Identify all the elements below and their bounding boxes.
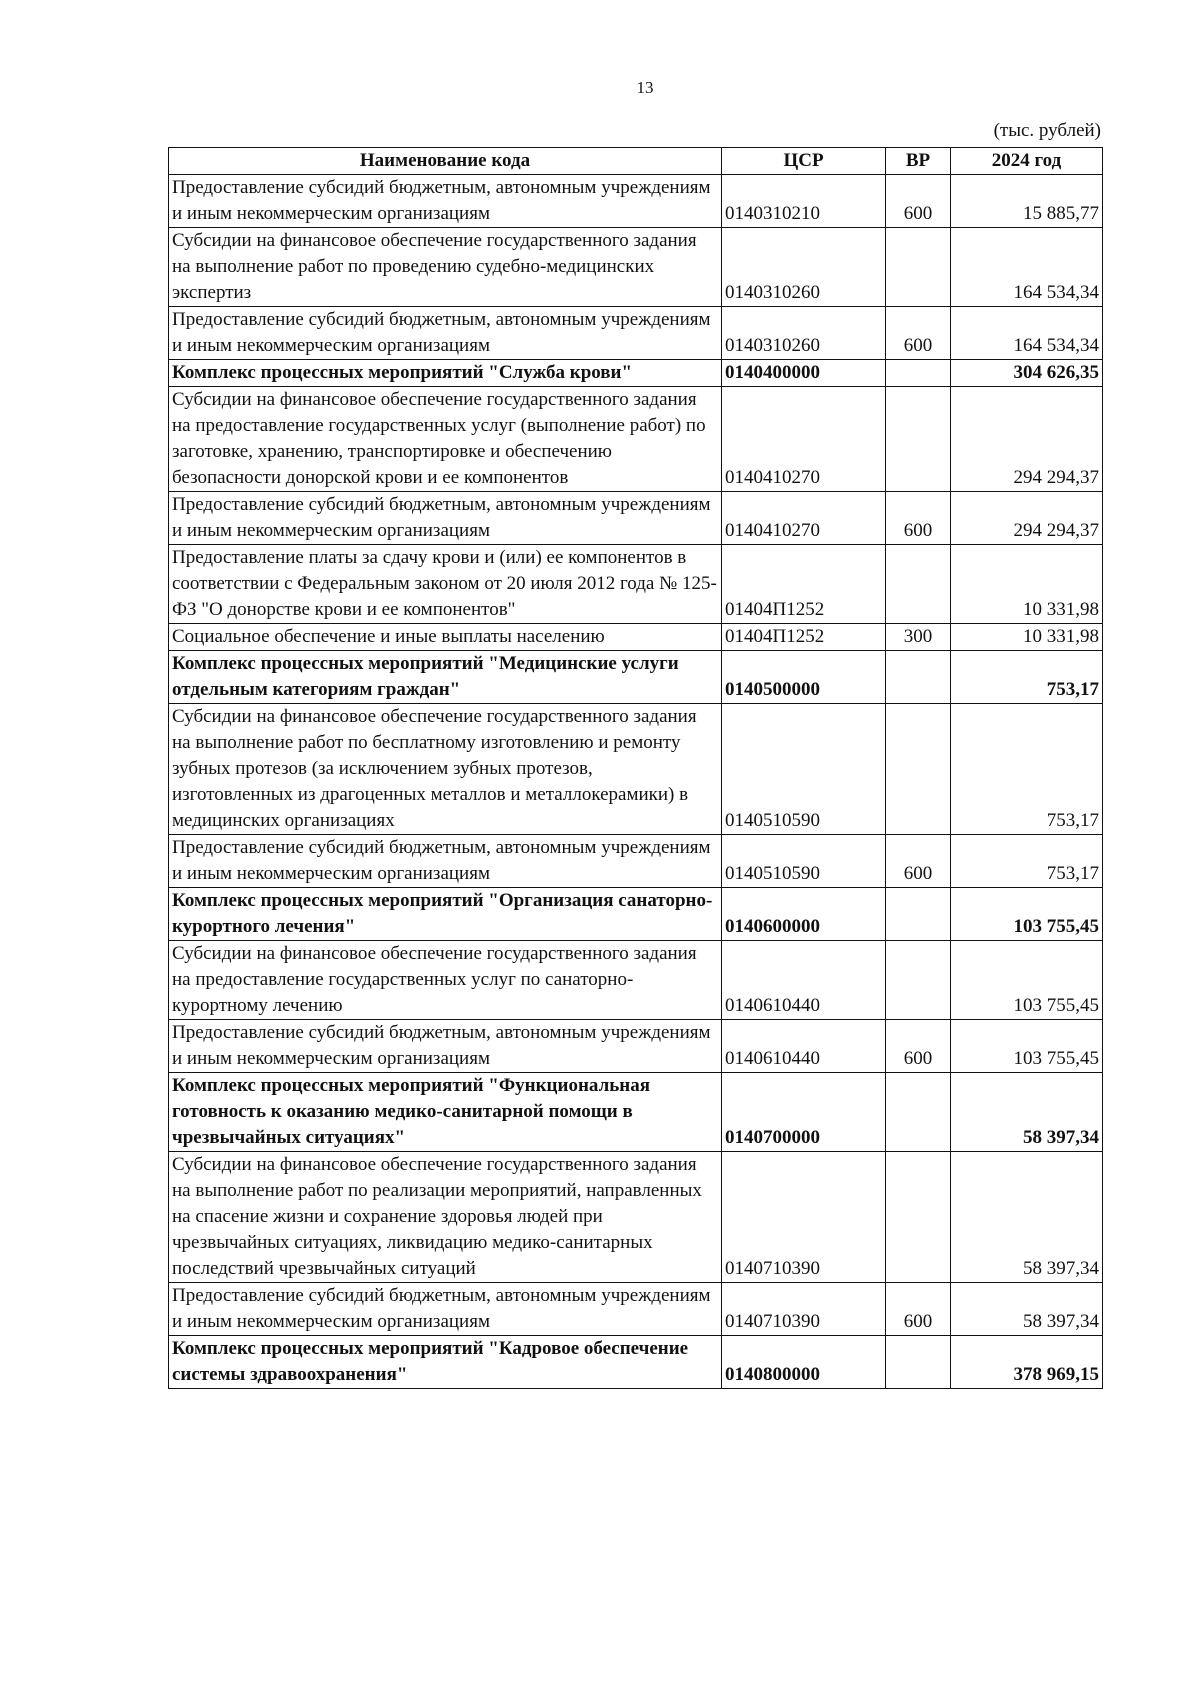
table-row: [169, 492, 1103, 545]
table-row: [169, 228, 1103, 307]
cell-vr: [886, 228, 951, 307]
table-row: [169, 360, 1103, 387]
table-row: [169, 387, 1103, 492]
column-header-csr: ЦСР: [722, 148, 886, 175]
cell-sum: 753,17: [951, 704, 1103, 835]
cell-name: Предоставление субсидий бюджетным, автономным учреждениям и иным некоммерческим организациям: [169, 492, 722, 545]
cell-name: Комплекс процессных мероприятий "Кадровое обеспечение системы здравоохранения": [169, 1336, 722, 1389]
cell-name: Социальное обеспечение и иные выплаты населению: [169, 624, 722, 651]
cell-sum: 294 294,37: [951, 387, 1103, 492]
cell-vr: 600: [886, 835, 951, 888]
cell-csr: 0140800000: [722, 1336, 886, 1389]
cell-csr: 0140600000: [722, 888, 886, 941]
cell-csr: 0140310210: [722, 175, 886, 228]
cell-vr: [886, 941, 951, 1020]
cell-name: Предоставление субсидий бюджетным, автономным учреждениям и иным некоммерческим организациям: [169, 1283, 722, 1336]
table-row: [169, 1152, 1103, 1283]
table-row: [169, 307, 1103, 360]
cell-name: Предоставление платы за сдачу крови и (или) ее компонентов в соответствии с Федеральным законом от 20 июля 2012 года № 125-ФЗ "О донорстве крови и ее компонентов": [169, 545, 722, 624]
cell-csr: 0140500000: [722, 651, 886, 704]
cell-sum: 103 755,45: [951, 1020, 1103, 1073]
cell-csr: 0140510590: [722, 704, 886, 835]
column-header-name: Наименование кода: [169, 148, 722, 175]
cell-name: Предоставление субсидий бюджетным, автономным учреждениям и иным некоммерческим организациям: [169, 835, 722, 888]
cell-name: Комплекс процессных мероприятий "Служба крови": [169, 360, 722, 387]
cell-vr: [886, 1336, 951, 1389]
cell-vr: 600: [886, 175, 951, 228]
cell-name: Комплекс процессных мероприятий "Медицинские услуги отдельным категориям граждан": [169, 651, 722, 704]
cell-sum: 58 397,34: [951, 1283, 1103, 1336]
table-row: [169, 545, 1103, 624]
cell-vr: [886, 651, 951, 704]
cell-vr: 600: [886, 1020, 951, 1073]
cell-vr: 600: [886, 307, 951, 360]
cell-sum: 378 969,15: [951, 1336, 1103, 1389]
cell-name: Субсидии на финансовое обеспечение государственного задания на выполнение работ по реализации мероприятий, направленных на спасение жизни и сохранение здоровья людей при чрезвычайных ситуациях, ликвидацию медико-санитарных последствий чрезвычайных ситуаций: [169, 1152, 722, 1283]
table-row: [169, 1073, 1103, 1152]
cell-name: Субсидии на финансовое обеспечение государственного задания на выполнение работ по бесплатному изготовлению и ремонту зубных протезов (за исключением зубных протезов, изготовленных из драгоценных металлов и металлокерамики) в медицинских организациях: [169, 704, 722, 835]
cell-sum: 753,17: [951, 651, 1103, 704]
cell-sum: 15 885,77: [951, 175, 1103, 228]
units-label: (тыс. рублей): [993, 120, 1101, 141]
cell-vr: [886, 888, 951, 941]
cell-csr: 0140400000: [722, 360, 886, 387]
cell-csr: 0140610440: [722, 1020, 886, 1073]
cell-csr: 0140710390: [722, 1152, 886, 1283]
cell-csr: 01404П1252: [722, 545, 886, 624]
table-row: [169, 1020, 1103, 1073]
table-row: [169, 704, 1103, 835]
cell-name: Комплекс процессных мероприятий "Организация санаторно-курортного лечения": [169, 888, 722, 941]
column-header-year: 2024 год: [951, 148, 1103, 175]
cell-sum: 58 397,34: [951, 1073, 1103, 1152]
table-row: [169, 624, 1103, 651]
table-row: [169, 1283, 1103, 1336]
cell-name: Предоставление субсидий бюджетным, автономным учреждениям и иным некоммерческим организациям: [169, 175, 722, 228]
table-row: [169, 941, 1103, 1020]
cell-sum: 10 331,98: [951, 545, 1103, 624]
cell-csr: 0140700000: [722, 1073, 886, 1152]
cell-vr: [886, 1152, 951, 1283]
cell-csr: 0140310260: [722, 307, 886, 360]
cell-vr: 600: [886, 492, 951, 545]
cell-vr: [886, 704, 951, 835]
cell-name: Субсидии на финансовое обеспечение государственного задания на предоставление государственных услуг (выполнение работ) по заготовке, хранению, транспортировке и обеспечению безопасности донорской крови и ее компонентов: [169, 387, 722, 492]
cell-vr: [886, 545, 951, 624]
table-row: [169, 651, 1103, 704]
table-row: [169, 835, 1103, 888]
cell-sum: 304 626,35: [951, 360, 1103, 387]
cell-name: Предоставление субсидий бюджетным, автономным учреждениям и иным некоммерческим организациям: [169, 1020, 722, 1073]
table-row: [169, 175, 1103, 228]
cell-vr: [886, 360, 951, 387]
page-number: 13: [636, 78, 654, 97]
cell-csr: 0140510590: [722, 835, 886, 888]
cell-vr: [886, 1073, 951, 1152]
cell-sum: 753,17: [951, 835, 1103, 888]
table-header: [169, 148, 1103, 175]
cell-sum: 10 331,98: [951, 624, 1103, 651]
table-row: [169, 1336, 1103, 1389]
cell-name: Комплекс процессных мероприятий "Функциональная готовность к оказанию медико-санитарной помощи в чрезвычайных ситуациях": [169, 1073, 722, 1152]
cell-csr: 01404П1252: [722, 624, 886, 651]
table-row: [169, 888, 1103, 941]
header-row: [169, 148, 1103, 175]
cell-vr: [886, 387, 951, 492]
cell-vr: 600: [886, 1283, 951, 1336]
cell-csr: 0140310260: [722, 228, 886, 307]
cell-csr: 0140410270: [722, 492, 886, 545]
table-body: [169, 175, 1103, 1389]
cell-sum: 164 534,34: [951, 228, 1103, 307]
cell-csr: 0140610440: [722, 941, 886, 1020]
cell-vr: 300: [886, 624, 951, 651]
budget-table: [168, 147, 1103, 1389]
cell-name: Субсидии на финансовое обеспечение государственного задания на предоставление государственных услуг по санаторно-курортному лечению: [169, 941, 722, 1020]
cell-sum: 103 755,45: [951, 941, 1103, 1020]
cell-sum: 103 755,45: [951, 888, 1103, 941]
cell-name: Субсидии на финансовое обеспечение государственного задания на выполнение работ по проведению судебно-медицинских экспертиз: [169, 228, 722, 307]
column-header-vr: ВР: [886, 148, 951, 175]
cell-csr: 0140410270: [722, 387, 886, 492]
cell-sum: 164 534,34: [951, 307, 1103, 360]
cell-sum: 294 294,37: [951, 492, 1103, 545]
cell-csr: 0140710390: [722, 1283, 886, 1336]
cell-name: Предоставление субсидий бюджетным, автономным учреждениям и иным некоммерческим организациям: [169, 307, 722, 360]
cell-sum: 58 397,34: [951, 1152, 1103, 1283]
